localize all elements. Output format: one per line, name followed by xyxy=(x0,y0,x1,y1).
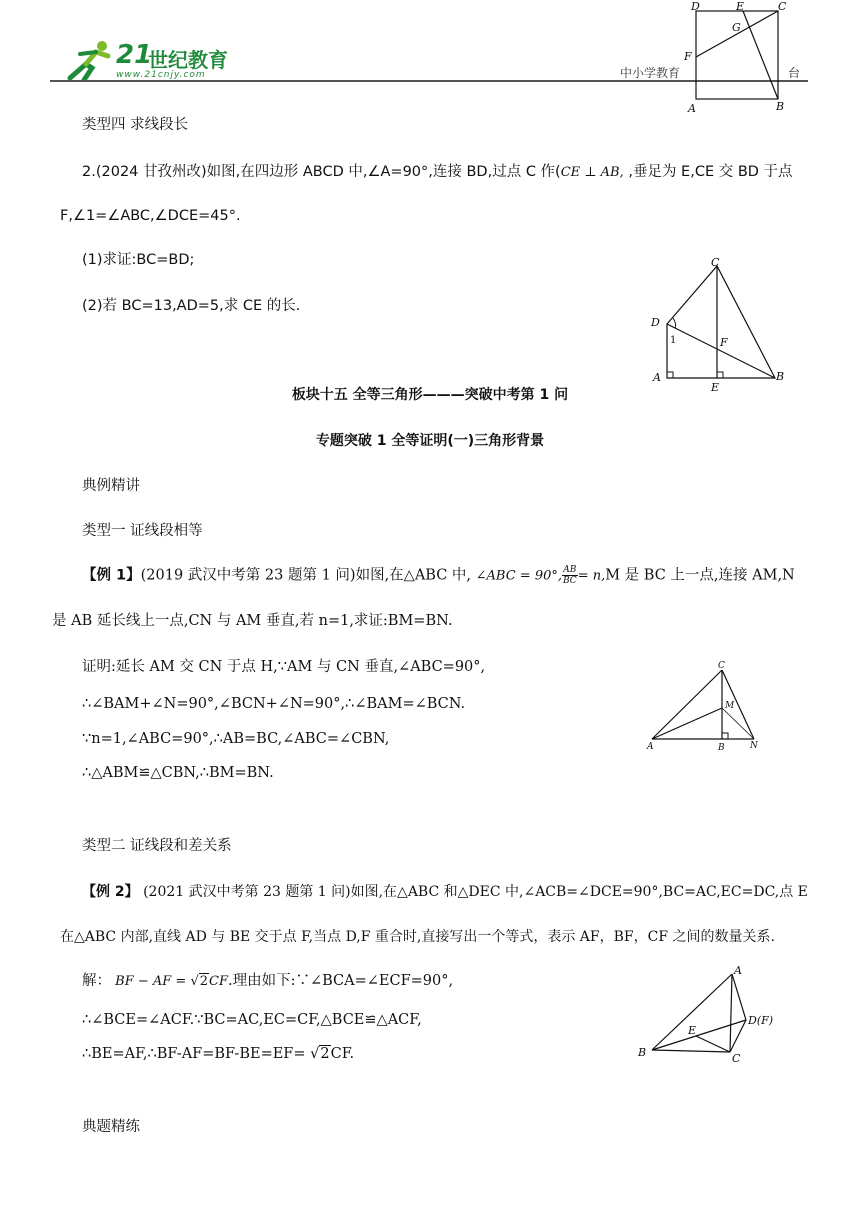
right-angle-b xyxy=(722,733,728,739)
example2-line2: 在△ABC 内部,直线 AD 与 BE 交于点 F,当点 D,F 重合时,直接写出一个等式，表示 AF，BF，CF 之间的数量关系. xyxy=(60,929,775,945)
line-ab xyxy=(652,974,732,1050)
label-1: 1 xyxy=(670,335,677,346)
proof1-line4: ∴△ABM≌△CBN,∴BM=BN. xyxy=(82,765,274,781)
solution2-line3: ∴BE=AF,∴BF-AF=BF-BE=EF= √2CF. xyxy=(82,1046,355,1062)
label-A: A xyxy=(688,102,696,115)
header-right-text: 中小学教育 xyxy=(620,66,681,80)
solution2-line1: 解： BF − AF = √2CF.理由如下:∵∠BCA=∠ECF=90°, xyxy=(82,971,453,992)
practice-heading: 典题精练 xyxy=(82,1119,140,1135)
label-F: F xyxy=(720,336,728,349)
sqrt-2: √2 xyxy=(190,974,209,989)
label-D-F: D(F) xyxy=(748,1014,774,1027)
example2-tag: 【例 2】 xyxy=(82,884,139,900)
question-2: (2)若 BC=13,AD=5,求 CE 的长. xyxy=(82,298,301,314)
sqrt-2-second: √2 xyxy=(310,1046,330,1062)
label-C: C xyxy=(778,0,787,13)
line-ac xyxy=(730,974,732,1052)
label-D: D xyxy=(651,316,660,329)
solution2-math: BF − AF = xyxy=(115,974,191,989)
line-am xyxy=(652,708,722,739)
label-E: E xyxy=(688,1024,697,1037)
example1-line1: 【例 1】(2019 武汉中考第 23 题第 1 问)如图,在△ABC 中, ∠ABC = 90°, $\frac{AB}{BC}$ = n,M 是 BC 上一点,连接 AM,N xyxy=(82,565,795,586)
fraction-ab-bc: $\frac{AB}{BC}$ xyxy=(563,565,577,586)
label-N: N xyxy=(750,741,758,751)
line-ac xyxy=(652,670,722,739)
line-bd xyxy=(652,1020,746,1050)
line-ec xyxy=(696,1036,730,1052)
label-B: B xyxy=(776,100,785,113)
example2-line1: 【例 2】 (2021 武汉中考第 23 题第 1 问)如图,在△ABC 和△DEC 中,∠ACB=∠DCE=90°,BC=AC,EC=DC,点 E xyxy=(82,884,808,900)
right-angle-e xyxy=(717,372,723,378)
label-B: B xyxy=(638,1046,647,1059)
label-M: M xyxy=(725,701,735,711)
square-line-eb xyxy=(743,11,778,99)
line-mn xyxy=(722,708,754,739)
figure-triangle-abc-def xyxy=(630,962,790,1066)
label-A: A xyxy=(647,742,654,752)
label-C: C xyxy=(732,1052,741,1065)
type2-label: 类型二 证线段和差关系 xyxy=(82,838,232,854)
label-A: A xyxy=(653,371,661,384)
figure-square xyxy=(680,0,790,118)
figure-quadrilateral xyxy=(645,254,795,396)
header-logo xyxy=(62,38,232,84)
proof1-line2: ∴∠BAM+∠N=90°,∠BCN+∠N=90°,∴∠BAM=∠BCN. xyxy=(82,696,466,712)
label-C: C xyxy=(718,661,725,671)
label-A: A xyxy=(734,964,742,977)
question-1: (1)求证:BC=BD; xyxy=(82,252,195,268)
type1-label: 类型一 证线段相等 xyxy=(82,523,203,539)
square-line-fc xyxy=(696,11,778,57)
example1-line2: 是 AB 延长线上一点,CN 与 AM 垂直,若 n=1,求证:BM=BN. xyxy=(52,613,453,629)
line-bc xyxy=(652,1050,730,1052)
logo-text: 世纪教育 xyxy=(148,48,228,72)
logo-number: 21 xyxy=(116,40,153,70)
problem2-line2: F,∠1=∠ABC,∠DCE=45°. xyxy=(60,208,241,224)
label-D: D xyxy=(691,0,700,13)
quad-diagonal-db xyxy=(667,324,775,378)
example1-tag: 【例 1】 xyxy=(82,567,141,584)
figure-triangle-abc-n xyxy=(640,656,770,756)
block-title: 板块十五 全等三角形———突破中考第 1 问 xyxy=(291,387,569,403)
label-B: B xyxy=(718,743,725,753)
problem2-math: CE ⊥ AB, xyxy=(560,165,624,180)
angle-1-arc xyxy=(673,318,676,328)
quad-outline xyxy=(667,266,775,378)
header-right-text-tail: 台 xyxy=(788,66,801,80)
label-B: B xyxy=(776,370,785,383)
proof1-line1: 证明:延长 AM 交 CN 于点 H,∵AM 与 CN 垂直,∠ABC=90°, xyxy=(82,659,486,675)
problem2-line1: 2.(2024 甘孜州改)如图,在四边形 ABCD 中,∠A=90°,连接 BD,过点 C 作(CE ⊥ AB, ,垂足为 E,CE 交 BD 于点 xyxy=(82,164,793,180)
proof1-line3: ∵n=1,∠ABC=90°,∴AB=BC,∠ABC=∠CBN, xyxy=(82,731,390,747)
label-F: F xyxy=(684,50,692,63)
label-C: C xyxy=(711,256,720,269)
line-ad xyxy=(732,974,746,1020)
label-E: E xyxy=(711,381,720,394)
example-heading: 典例精讲 xyxy=(82,478,140,494)
right-angle-a xyxy=(667,372,673,378)
label-G: G xyxy=(732,21,741,34)
example1-math: ∠ABC = 90°, xyxy=(475,568,563,584)
topic-title: 专题突破 1 全等证明(一)三角形背景 xyxy=(315,433,545,449)
runner-icon xyxy=(62,38,114,82)
solution2-line2: ∴∠BCE=∠ACF.∵BC=AC,EC=CF,△BCE≌△ACF, xyxy=(82,1012,422,1028)
label-E: E xyxy=(736,0,745,13)
type4-label: 类型四 求线段长 xyxy=(82,117,189,133)
logo-url: www.21cnjy.com xyxy=(116,70,206,80)
